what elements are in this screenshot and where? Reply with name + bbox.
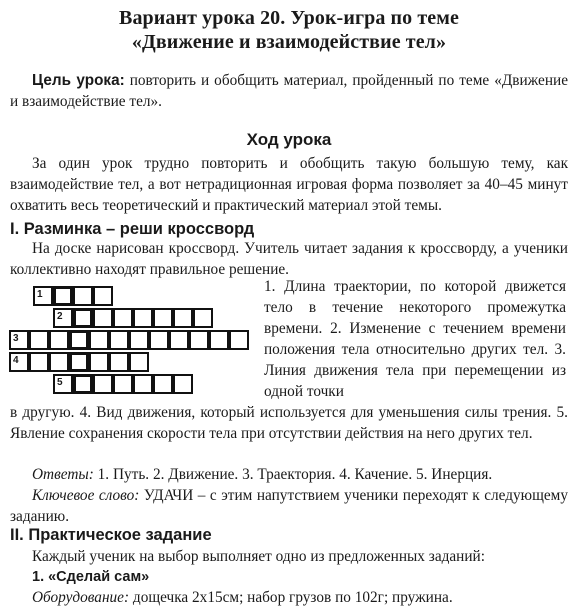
answers-text: 1. Путь. 2. Движение. 3. Траектория. 4. Качение. 5. Инерция.: [97, 466, 493, 483]
section1-intro: На доске нарисован кроссворд. Учитель читает задания к кроссворду, а ученики коллективно находят правильное решение.: [10, 240, 568, 278]
crossword-cell: [229, 330, 249, 350]
title-line-2: «Движение и взаимодействие тел»: [131, 31, 447, 53]
crossword-cell: [129, 330, 149, 350]
crossword-cell: [189, 330, 209, 350]
crossword-cell: [49, 330, 69, 350]
crossword-cell: [169, 330, 189, 350]
crossword-number-1: 1: [37, 289, 43, 300]
crossword-cell: [113, 308, 133, 328]
crossword-cell: [129, 352, 149, 372]
section2-heading: II. Практическое задание: [10, 526, 212, 544]
goal-label: Цель урока:: [32, 72, 125, 89]
crossword-cell: [173, 308, 193, 328]
crossword-key-cell: [69, 330, 89, 350]
keyword-line: [10, 485, 568, 527]
crossword-cell: [133, 374, 153, 394]
keyword-text: УДАЧИ – с этим напутствием ученики переходят к следующему заданию.: [10, 487, 568, 525]
crossword-clues-continued: в другую. 4. Вид движения, который используется для уменьшения силы трения. 5. Явление сохранения скорости тела при отсутствии действия на него других тел.: [10, 404, 568, 442]
crossword-key-cell: [53, 286, 73, 306]
crossword-cell: [29, 330, 49, 350]
section2-intro: Каждый ученик на выбор выполняет одно из предложенных заданий:: [32, 548, 485, 565]
answers-label: Ответы:: [32, 466, 94, 483]
crossword-cell: [133, 308, 153, 328]
goal-text: повторить и обобщить материал, пройденный по теме «Движение и взаимодействие тел».: [10, 72, 569, 110]
lesson-title: [0, 6, 578, 54]
crossword-cell: [153, 308, 173, 328]
equipment-text: дощечка 2х15см; набор грузов по 102г; пружина.: [132, 589, 453, 606]
course-heading: Ход урока: [246, 130, 332, 149]
crossword-cell: [109, 352, 129, 372]
crossword-cell: [173, 374, 193, 394]
goal-paragraph: [10, 70, 568, 112]
crossword-number-3: 3: [13, 333, 19, 344]
crossword-cell: [29, 352, 49, 372]
crossword-clues-right: 1. Длина траектории, по которой движется тело в течение некоторого промежутка времени. 2. Изменение с течением времени положения тела относительно других тел. 3. Линия движения тела при перемещении из одной точки: [264, 278, 566, 400]
crossword-cell: [93, 374, 113, 394]
crossword-cell: [193, 308, 213, 328]
crossword-cell: [73, 286, 93, 306]
crossword-key-cell: [69, 352, 89, 372]
crossword-cell: [113, 374, 133, 394]
course-intro: За один урок трудно повторить и обобщить такую большую тему, как взаимодействие тел, а вот нетрадиционная игровая форма позволяет за 40–45 минут охватить весь теоретический и практический материал этой темы.: [10, 155, 568, 214]
crossword-cell: [153, 374, 173, 394]
title-line-1: Вариант урока 20. Урок-игра по теме: [119, 7, 459, 29]
crossword-key-cell: [73, 308, 93, 328]
crossword-grid: [9, 278, 259, 418]
crossword-number-5: 5: [57, 377, 63, 388]
crossword-cell: [89, 330, 109, 350]
crossword-number-4: 4: [13, 355, 19, 366]
crossword-cell: [89, 352, 109, 372]
crossword-cell: [33, 286, 53, 306]
keyword-label: Ключевое слово:: [32, 487, 140, 504]
section1-heading: I. Разминка – реши кроссворд: [10, 220, 255, 238]
crossword-cell: [9, 352, 29, 372]
crossword-cell: [53, 374, 73, 394]
task1-heading: 1. «Сделай сам»: [32, 569, 150, 585]
crossword-key-cell: [73, 374, 93, 394]
crossword-cell: [49, 352, 69, 372]
crossword-cell: [53, 308, 73, 328]
crossword-cell: [209, 330, 229, 350]
crossword-number-2: 2: [57, 311, 63, 322]
crossword-cell: [149, 330, 169, 350]
equipment-label: Оборудование:: [32, 589, 130, 606]
crossword-cell: [93, 286, 113, 306]
crossword-cell: [9, 330, 29, 350]
crossword-cell: [93, 308, 113, 328]
crossword-cell: [109, 330, 129, 350]
equipment-line: [10, 587, 568, 608]
answers-line: [10, 464, 568, 485]
